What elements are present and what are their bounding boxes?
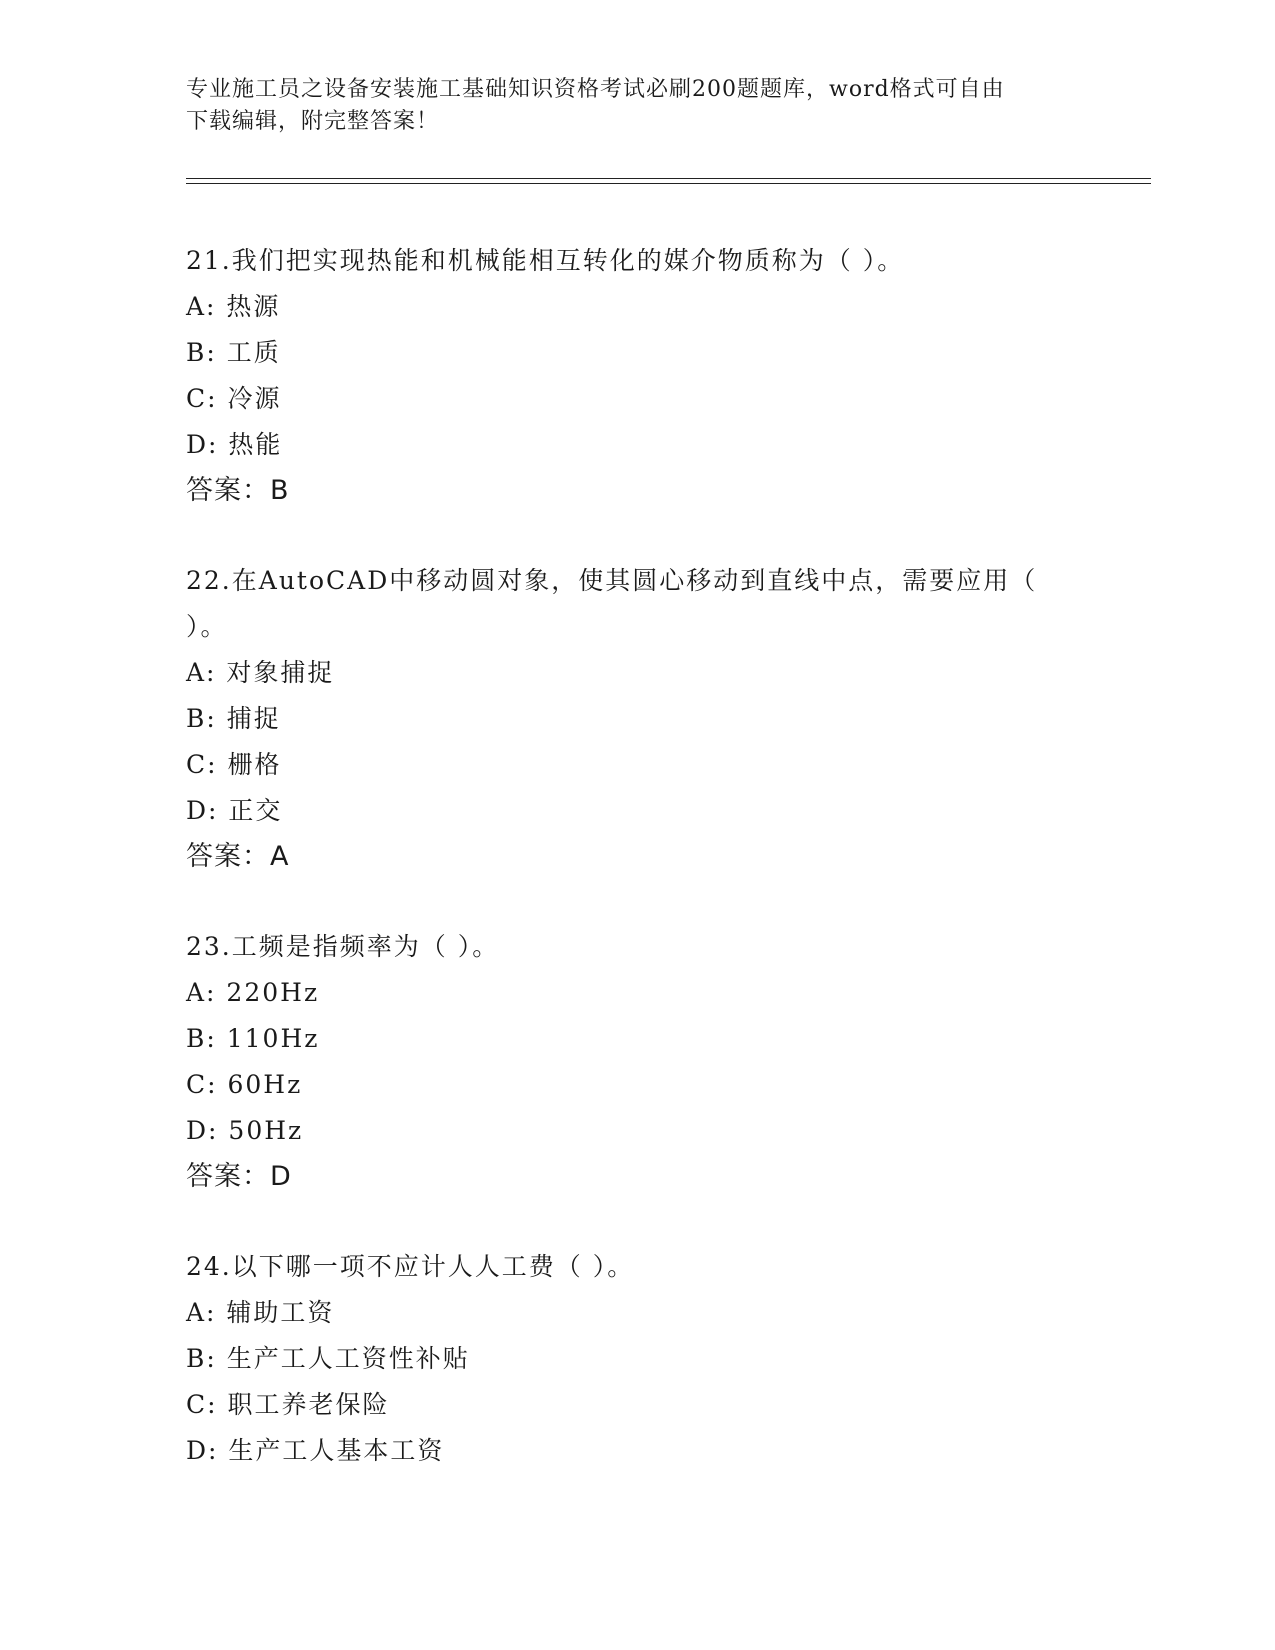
option-b: B: 生产工人工资性补贴 [186,1344,470,1373]
header-line-2: 下载编辑，附完整答案！ [186,109,440,134]
question-stem: 22.在AutoCAD中移动圆对象，使其圆心移动到直线中点，需要应用（ ）。 [186,566,1038,641]
option-a: A: 对象捕捉 [186,658,335,687]
option-d: D: 热能 [186,430,283,459]
question-stem: 24.以下哪一项不应计人人工费（ ）。 [186,1252,635,1281]
option-b: B: 工质 [186,338,281,367]
question-21 [186,238,1086,514]
option-d: D: 生产工人基本工资 [186,1436,445,1465]
question-stem: 23.工频是指频率为（ ）。 [186,932,500,961]
answer-label: 答案：B [186,475,290,506]
option-c: C: 职工养老保险 [186,1390,390,1419]
option-c: C: 栅格 [186,750,282,779]
option-c: C: 冷源 [186,384,282,413]
option-a: A: 热源 [186,292,281,321]
header-line-1: 专业施工员之设备安装施工基础知识资格考试必刷200题题库，word格式可自由 [186,77,1005,102]
answer-label: 答案：A [186,841,290,872]
option-a: A: 220Hz [186,978,320,1007]
answer-label: 答案：D [186,1161,292,1192]
question-24 [186,1244,1086,1474]
question-23 [186,924,1086,1200]
option-d: D: 正交 [186,796,283,825]
question-list [186,238,1086,1518]
question-22 [186,558,1086,880]
option-d: D: 50Hz [186,1116,304,1145]
header-divider-top [186,178,1151,179]
option-c: C: 60Hz [186,1070,303,1099]
option-a: A: 辅助工资 [186,1298,335,1327]
document-header [186,74,1086,138]
question-stem: 21.我们把实现热能和机械能相互转化的媒介物质称为（ ）。 [186,246,905,275]
option-b: B: 捕捉 [186,704,281,733]
option-b: B: 110Hz [186,1024,320,1053]
header-divider-bottom [186,183,1151,184]
